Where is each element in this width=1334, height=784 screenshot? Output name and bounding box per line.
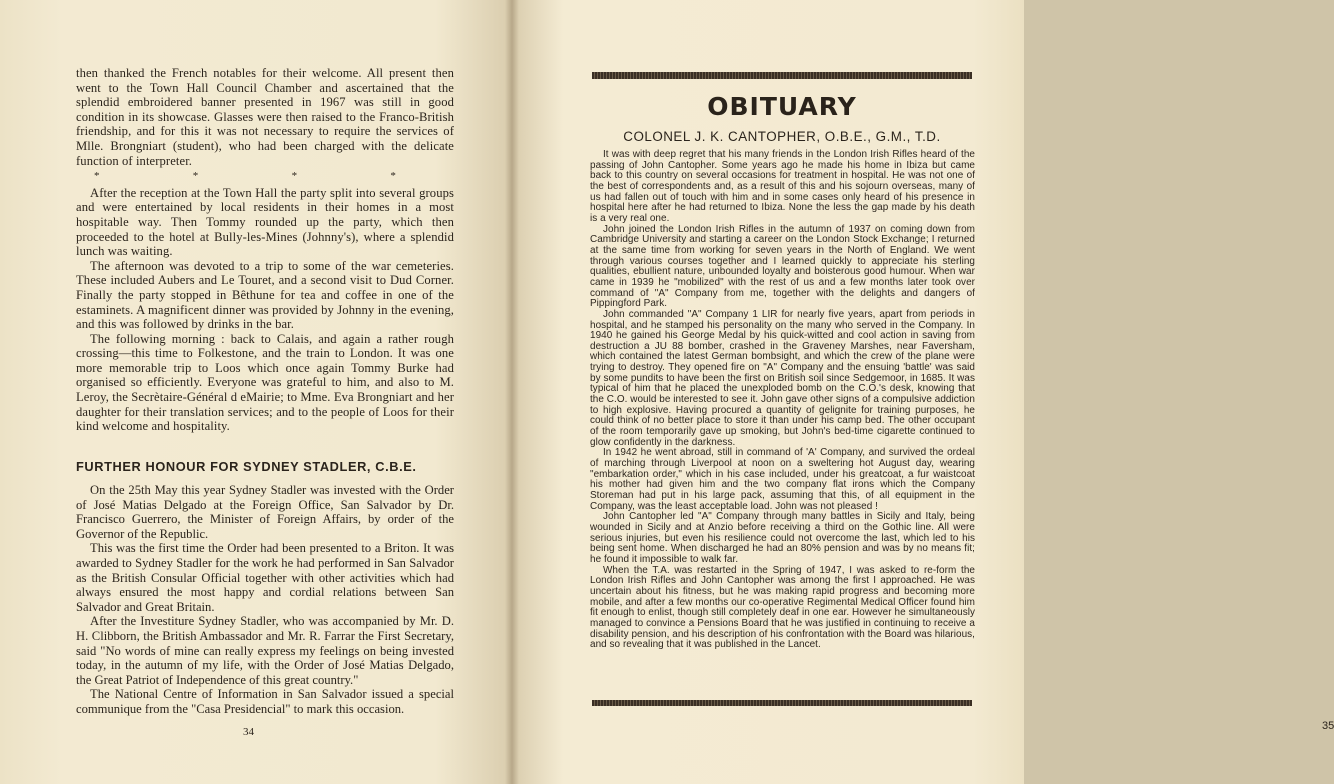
paragraph: The following morning : back to Calais, and again a rather rough crossing—this time to Folkestone, and the train to London. It was one more memorable trip to Loos which once again Tommy Burke had organised so efficiently. Everyone was grateful to him, and also to M. Leroy, the Secrètaire-Général d eMairie; to Mme. Eva Brongniart and her daughter for their translation services; and to the people of Loos for their kind welcome and hospitality. [76,331,454,434]
paragraph: John joined the London Irish Rifles in the autumn of 1937 on coming down from Cambridge University and starting a career on the London Stock Exchange; I returned at the same time from working for seven years in the North of England. We went through various courses together and I learned quickly to appreciate his sterling qualities, ebullient nature, unbounded loyalty and boisterous good humour. When war came in 1939 he "mobilized" with the rest of us and a few months later took over command of "A" Company from me, together with the delights and dangers of Pippingford Park. [590,223,975,310]
left-page-body-bottom [76,483,454,717]
obituary-subtitle: COLONEL J. K. CANTOPHER, O.B.E., G.M., T.D. [623,129,941,144]
paragraph: When the T.A. was restarted in the Spring of 1947, I was asked to re-form the London Irish Rifles and John Cantopher was among the first I approached. He was uncertain about his fitness, but he was making rapid progress and becoming more mobile, and after a few months our co-operative Regimental Medical Officer found him fit enough to enlist, though still completely deaf in one ear. However he simultaneously managed to convince a Pensions Board that he was justified in continuing to receive a disability pension, and his description of his confrontation with the Board was hilarious, and so revealing that it was published in the Lancet. [590,564,975,651]
article-heading: FURTHER HONOUR FOR SYDNEY STADLER, C.B.E. [76,459,417,474]
paragraph: After the Investiture Sydney Stadler, who was accompanied by Mr. D. H. Clibborn, the British Ambassador and Mr. R. Farrar the First Secretary, said "No words of mine can really express my feelings on being invested today, in the autumn of my life, with the Order of José Matias Delgado, the Great Patriot of Independence of this great country." [76,614,454,687]
paragraph: then thanked the French notables for their welcome. All present then went to the Town Hall Council Chamber and ascertained that the splendid embroidered banner presented in 1967 was still in good condition in its showcase. Glasses were then raised to the Franco-British friendship, and for this it was not necessary to require the services of Mlle. Brongniart (student), who had been charged with the delicate function of interpreter. [76,66,454,168]
paragraph: After the reception at the Town Hall the party split into several groups and were entertained by local residents in their homes in a most hospitable way. Then Tommy rounded up the party, which then proceeded to the hotel at Bully-les-Mines (Johnny's), where a splendid lunch was waiting. [76,185,454,259]
left-page [0,0,512,784]
paragraph: John Cantopher led "A" Company through many battles in Sicily and Italy, being wounded in Sicily and at Anzio before receiving a third on the Gothic line. All were serious injuries, but even his resilience could not overcome the last, which led to his being sent home. When discharged he had an 80% pension and was by no means fit; he found it impossible to walk far. [590,511,975,565]
right-page [512,0,1334,784]
page-number: 34 [243,726,254,738]
star: * [94,170,100,183]
star: * [390,170,396,183]
paragraph: It was with deep regret that his many friends in the London Irish Rifles heard of the passing of John Cantopher. Some years ago he made his home in Ibiza but came back to this country on several occasions for treatment in hospital. He was not one of the best of correspondents and, as a result of this and his sojourn overseas, many of us had fallen out of touch with him and in some cases only heard of his presence in hospital here after he had returned to Ibiza. None the less the gap made by his death is a very real one. [590,149,975,224]
top-rule-divider [592,72,972,79]
paragraph: On the 25th May this year Sydney Stadler was invested with the Order of José Matias Delgado at the Foreign Office, San Salvador by Dr. Francisco Guerrero, the Minister of Foreign Affairs, by order of the Governor of the Republic. [76,483,454,541]
bottom-rule-divider [592,700,972,706]
paragraph: The afternoon was devoted to a trip to some of the war cemeteries. These included Aubers and Le Touret, and a second visit to Dud Corner. Finally the party stopped in Bêthune for tea and coffee in one of the estaminets. A magnificent dinner was provided by Johnny in the evening, and this was followed by drinks in the bar. [76,258,454,332]
star: * [192,170,199,183]
book-gutter [505,0,519,784]
paragraph: John commanded "A" Company 1 LIR for nearly five years, apart from periods in hospital, and he stamped his personality on the many who served in the Company. In 1940 he gained his George Medal by his quick-witted and cool action in saving from destruction a JU 88 bomber, crashed in the Graveney Marshes, near Faversham, which contained the latest German bombsight, and which the crew of the plane were trying to destroy. They opened fire on "A" Company and the ensuing 'battle' was said by some pundits to have been the first on British soil since Sedgemoor, in 1685. It was typical of him that he placed the unexploded bomb on the C.O.'s desk, knowing that the C.O. would be interested to see it. John gave other signs of a compulsive addiction to high explosive. Having procured a quantity of gelignite for training purposes, he could think of no better place to store it than under his camp bed. The other occupant of the room temporarily gave up smoking, but John's bed-time cigarette continued to glow confidently in the darkness. [590,308,975,448]
page-number: 35 [1322,720,1334,732]
star: * [291,170,298,183]
paragraph: This was the first time the Order had been presented to a Briton. It was awarded to Sydney Stadler for the work he had performed in San Salvador as the British Consular Official together with other activities which had always ensured the most happy and cordial relations between San Salvador and Great Britain. [76,541,454,614]
page-title: OBITUARY [707,92,857,121]
right-page-body [590,150,975,651]
left-page-body-top [76,66,454,434]
paragraph: In 1942 he went abroad, still in command of 'A' Company, and survived the ordeal of marching through Liverpool at noon on a sweltering hot August day, wearing "embarkation order," which in his case included, under his greatcoat, a fur waistcoat his mother had given him and the two company flat irons which the Company Storeman had put in his large pack, assuming that this, of all equipment in the Company, was the least acceptable load. John was not pleased ! [590,447,975,512]
section-divider-stars [76,169,454,184]
paragraph: The National Centre of Information in San Salvador issued a special communique from the "Casa Presidencial" to mark this occasion. [76,687,454,716]
